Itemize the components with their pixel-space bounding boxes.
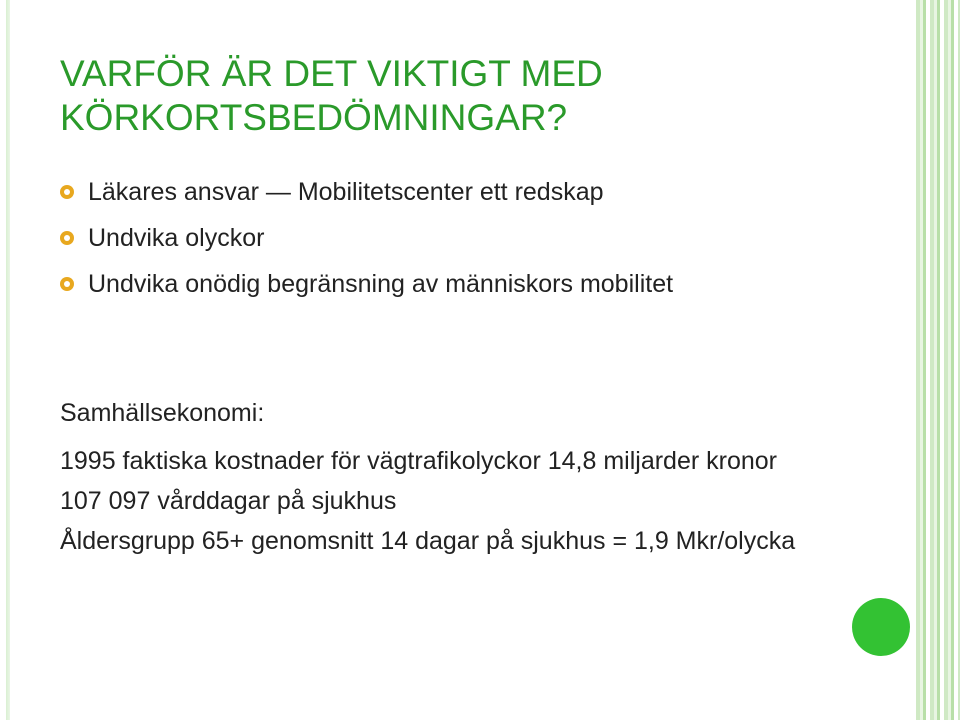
bullet-item	[60, 266, 860, 302]
fact-line: Åldersgrupp 65+ genomsnitt 14 dagar på sjukhus = 1,9 Mkr/olycka	[60, 527, 796, 555]
fact-line: 1995 faktiska kostnader för vägtrafikolyckor 14,8 miljarder kronor	[60, 447, 777, 475]
ring-bullet-icon	[60, 231, 74, 245]
green-circle-decor	[852, 598, 910, 656]
bullet-text: Läkares ansvar — Mobilitetscenter ett redskap	[88, 178, 604, 206]
economy-section	[60, 396, 840, 564]
fact-line: 107 097 vårddagar på sjukhus	[60, 487, 397, 515]
bullet-list	[60, 174, 860, 312]
section-heading: Samhällsekonomi:	[60, 399, 265, 427]
ring-bullet-icon	[60, 277, 74, 291]
bullet-text: Undvika onödig begränsning av människors mobilitet	[88, 270, 674, 298]
bullet-item	[60, 220, 860, 256]
slide-title: VARFÖR ÄR DET VIKTIGT MED KÖRKORTSBEDÖMNINGAR?	[60, 53, 603, 138]
ring-bullet-icon	[60, 185, 74, 199]
bullet-item	[60, 174, 860, 210]
right-decor-stripes	[912, 0, 960, 720]
left-decor-stripe	[6, 0, 10, 720]
bullet-text: Undvika olyckor	[88, 224, 265, 252]
